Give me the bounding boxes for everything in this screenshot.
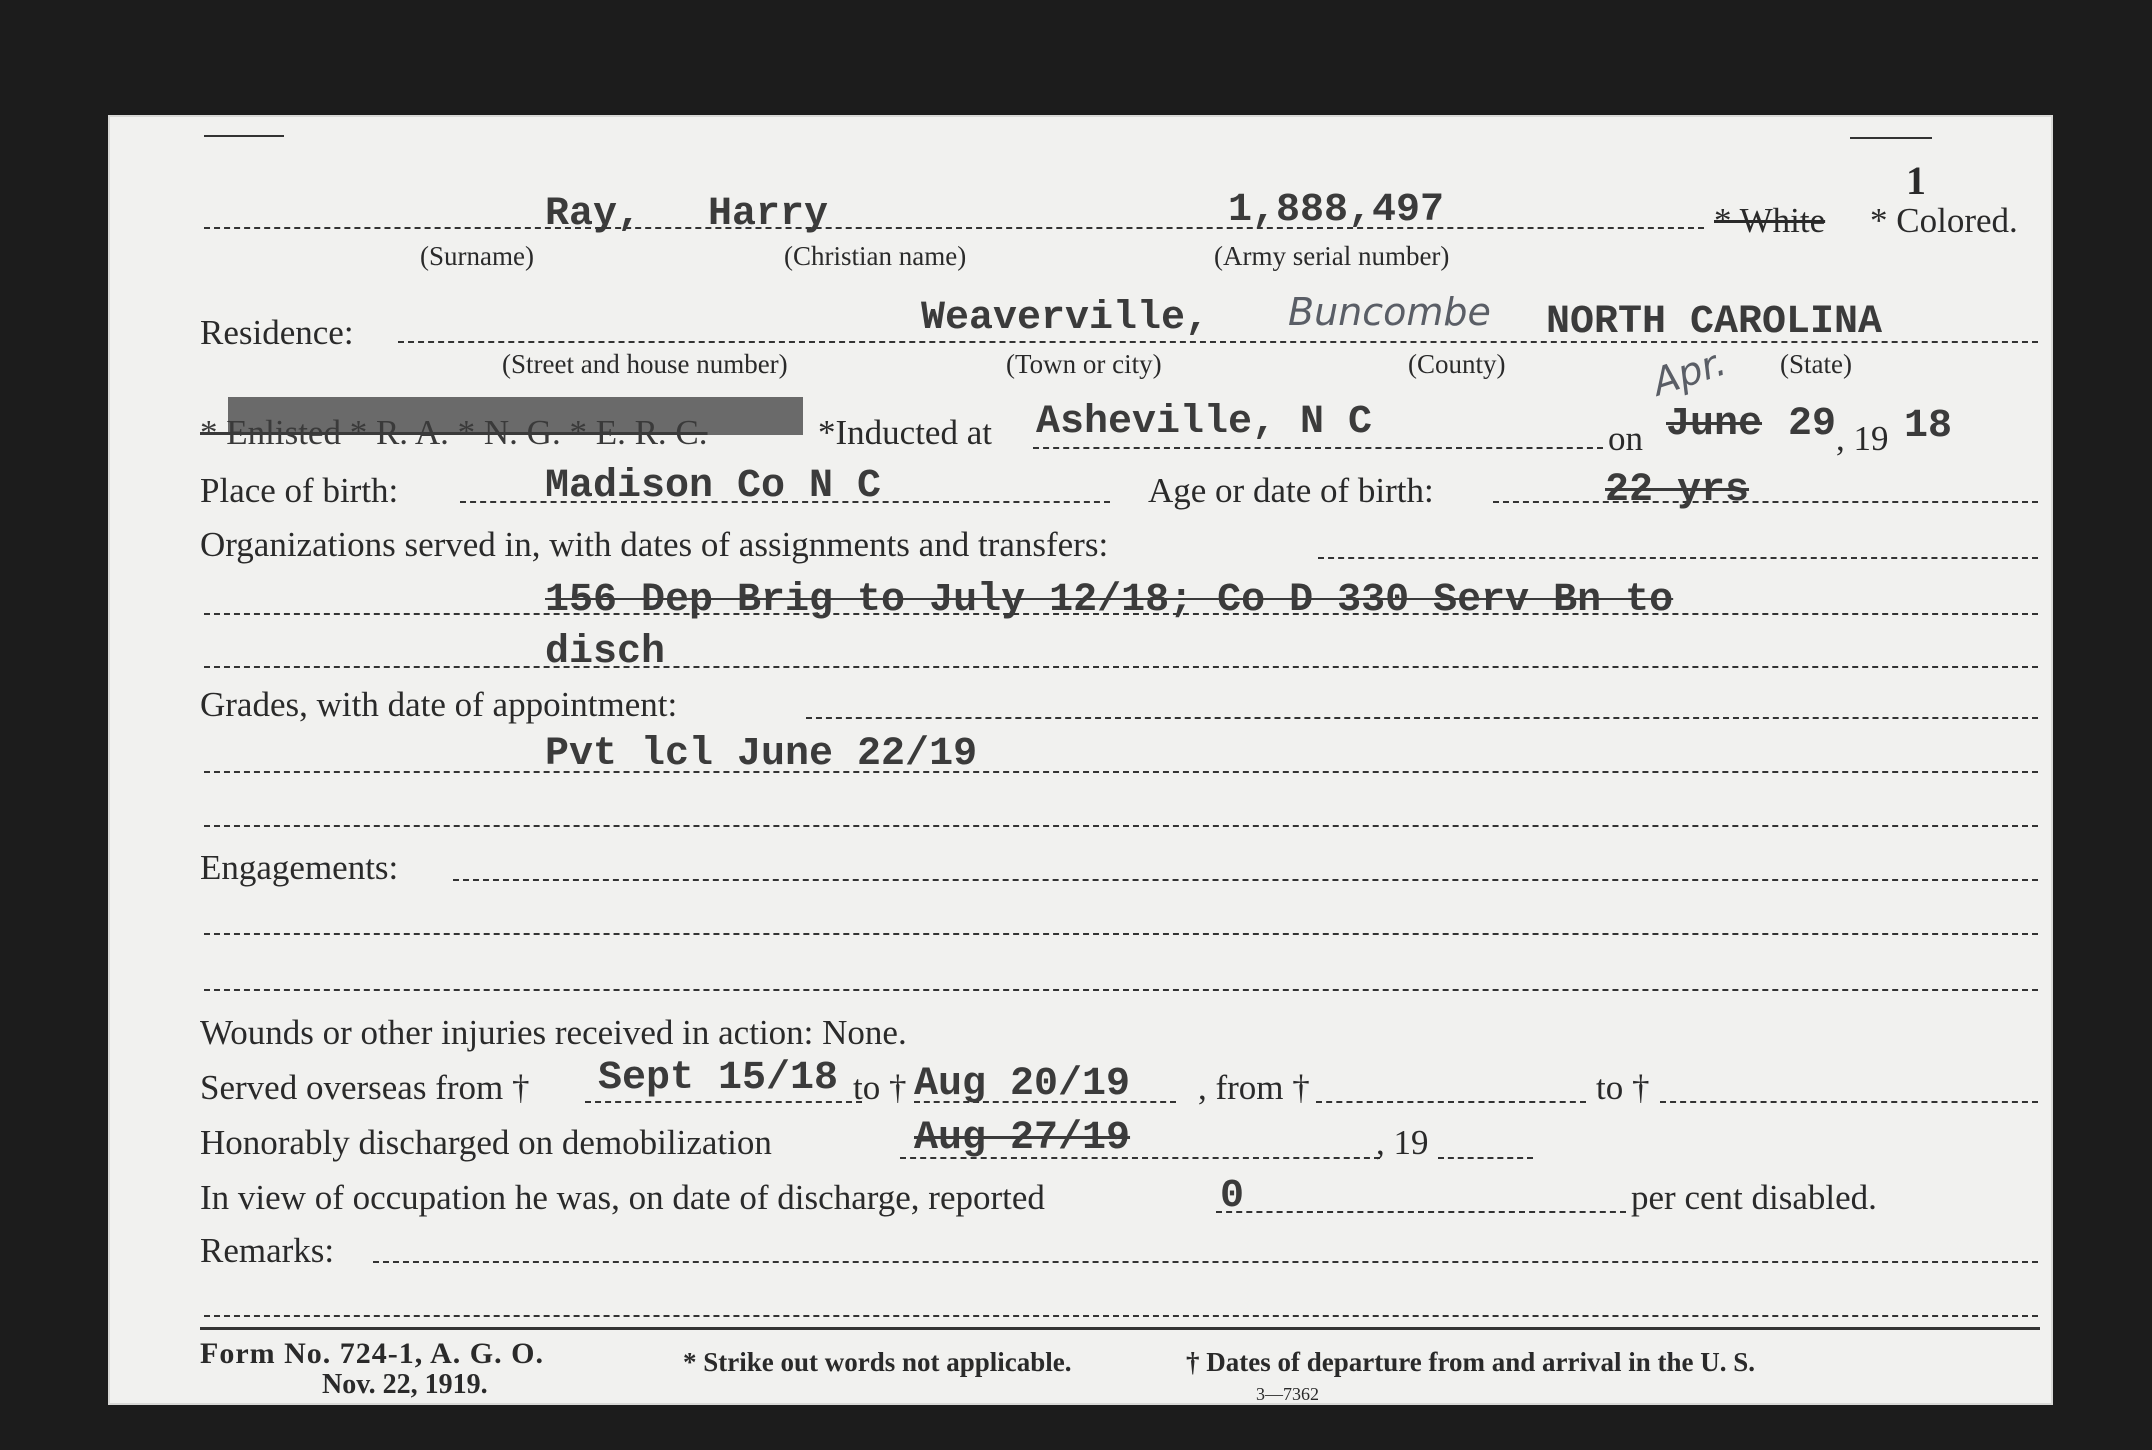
organizations-line-2 <box>204 666 2038 668</box>
street-label: (Street and house number) <box>502 349 788 379</box>
footer-note-dates: † Dates of departure from and arrival in the U. S. <box>1186 1347 1755 1377</box>
birth-place: Madison Co N C <box>545 464 882 509</box>
overseas-to-label: to † <box>853 1068 907 1107</box>
discharge-label: Honorably discharged on demobilization <box>200 1123 772 1162</box>
on-label: on <box>1608 419 1643 458</box>
residence-county: Buncombe <box>1288 290 1491 334</box>
form-number: Form No. 724-1, A. G. O. <box>200 1337 544 1370</box>
engagements-line-1 <box>204 933 2038 935</box>
overseas-to: Aug 20/19 <box>914 1062 1131 1107</box>
state-label: (State) <box>1780 349 1852 379</box>
age-value: 22 yrs <box>1605 468 1750 513</box>
overseas-to2-label: to † <box>1596 1068 1650 1107</box>
card-number: 1 <box>1906 158 1926 203</box>
remarks-line-1 <box>204 1315 2038 1317</box>
grades-line-0 <box>806 717 2038 719</box>
county-label: (County) <box>1408 349 1506 379</box>
inducted-place: Asheville, N C <box>1036 400 1373 445</box>
enlisted-options: * Enlisted * R. A. * N. G. * E. R. C. <box>200 413 708 452</box>
residence-label: Residence: <box>200 313 354 352</box>
top-left-rule <box>204 135 284 137</box>
disability-line <box>1216 1211 1626 1213</box>
grades-value: Pvt lcl June 22/19 <box>545 732 978 777</box>
grades-line-2 <box>204 825 2038 827</box>
service-record-card <box>108 115 2053 1405</box>
wounds-text: Wounds or other injuries received in action: None. <box>200 1013 907 1052</box>
inducted-line <box>1033 447 1603 449</box>
remarks-label: Remarks: <box>200 1231 335 1270</box>
disability-value: 0 <box>1220 1174 1245 1219</box>
induction-month-struck: June <box>1666 402 1763 447</box>
organizations-entry-1: 156 Dep Brig to July 12/18; Co D 330 Serv Bn to <box>545 578 1674 623</box>
serial-number: 1,888,497 <box>1228 188 1445 233</box>
engagements-line-0 <box>453 879 2038 881</box>
residence-town: Weaverville, <box>921 296 1210 341</box>
footer-rule <box>200 1327 2040 1330</box>
induction-year-prefix: , 19 <box>1836 419 1889 458</box>
overseas-to2-line <box>1660 1101 2038 1103</box>
discharge-year-label: , 19 <box>1376 1123 1429 1162</box>
disability-suffix: per cent disabled. <box>1631 1178 1877 1217</box>
birth-place-label: Place of birth: <box>200 471 399 510</box>
engagements-line-2 <box>204 989 2038 991</box>
engagements-label: Engagements: <box>200 848 399 887</box>
organizations-line-0 <box>1318 557 2038 559</box>
overseas-from2-label: , from † <box>1198 1068 1310 1107</box>
discharge-year-line <box>1438 1157 1533 1159</box>
white-option: * White <box>1714 201 1826 240</box>
residence-state: NORTH CAROLINA <box>1546 300 1883 345</box>
grades-label: Grades, with date of appointment: <box>200 685 678 724</box>
overseas-from: Sept 15/18 <box>598 1056 839 1101</box>
surname: Ray, <box>545 192 642 237</box>
organizations-label: Organizations served in, with dates of assignments and transfers: <box>200 525 1109 564</box>
christian-name-label: (Christian name) <box>784 241 967 271</box>
discharge-date: Aug 27/19 <box>914 1116 1131 1161</box>
overseas-label: Served overseas from † <box>200 1068 530 1107</box>
induction-day: 29 <box>1788 402 1837 447</box>
surname-label: (Surname) <box>420 241 534 271</box>
induction-year: 18 <box>1904 404 1953 449</box>
organizations-entry-2: disch <box>545 630 666 675</box>
christian-name: Harry <box>708 192 829 237</box>
disability-label: In view of occupation he was, on date of discharge, reported <box>200 1178 1045 1217</box>
top-right-rule <box>1850 137 1932 139</box>
inducted-label: *Inducted at <box>818 413 992 452</box>
name-line <box>204 227 1704 229</box>
serial-number-label: (Army serial number) <box>1214 241 1450 271</box>
overseas-from2-line <box>1316 1101 1586 1103</box>
footer-note-strike: * Strike out words not applicable. <box>683 1347 1072 1377</box>
town-label: (Town or city) <box>1006 349 1162 379</box>
remarks-line-0 <box>373 1261 2038 1263</box>
induction-month-correction: Apr. <box>1647 339 1732 405</box>
print-code: 3—7362 <box>1256 1384 1319 1404</box>
colored-option: * Colored. <box>1870 201 2018 240</box>
grades-line-1 <box>204 771 2038 773</box>
overseas-from-line <box>585 1101 862 1103</box>
age-line <box>1493 501 2038 503</box>
age-label: Age or date of birth: <box>1148 471 1434 510</box>
form-date: Nov. 22, 1919. <box>322 1369 488 1400</box>
